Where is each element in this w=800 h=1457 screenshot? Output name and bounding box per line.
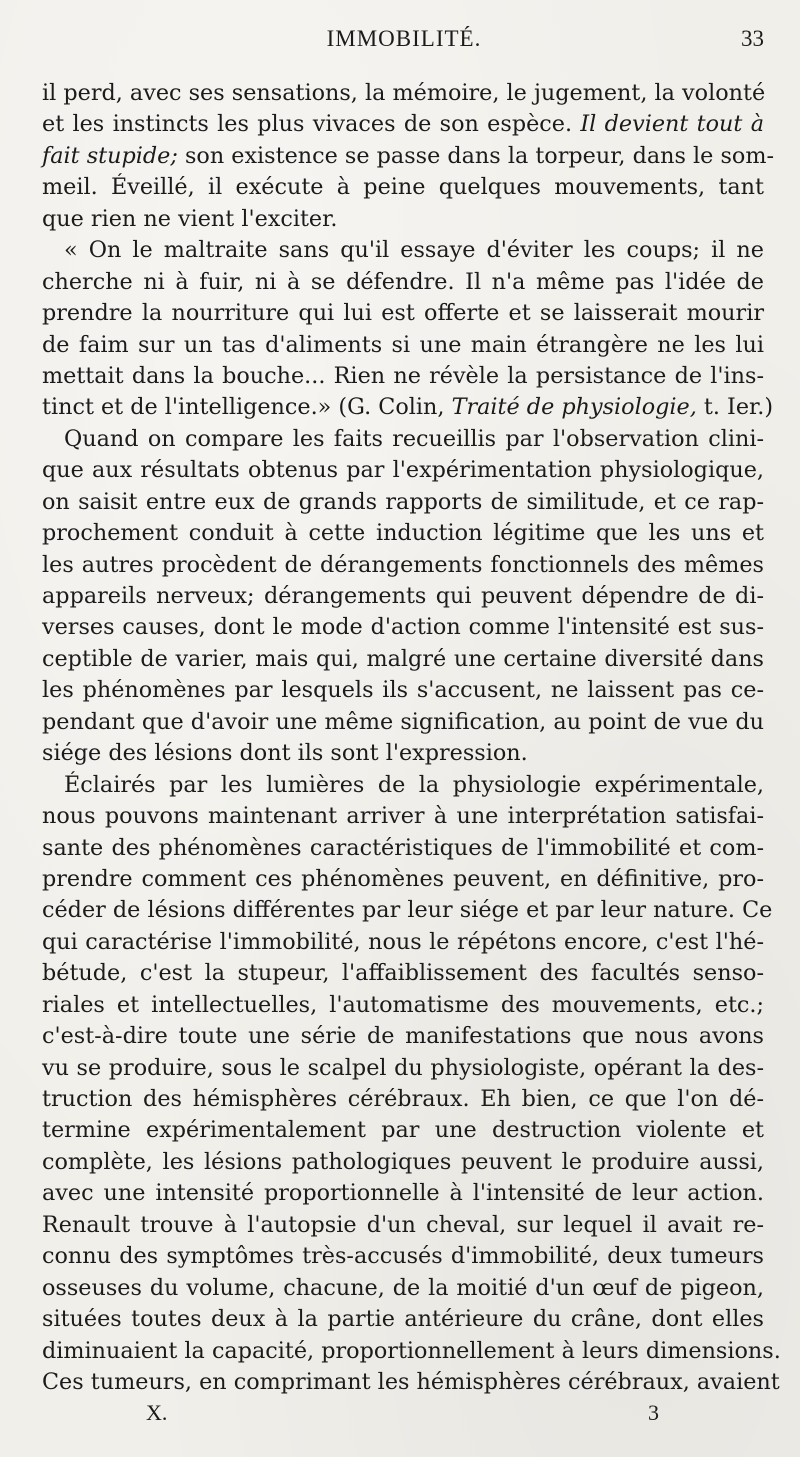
running-head bbox=[44, 26, 764, 66]
text-line: prendre la nourriture qui lui est offerte et se laisserait mourir bbox=[42, 300, 764, 327]
text-line: de faim sur un tas d'aliments si une main étrangère ne les lui bbox=[42, 331, 764, 358]
page-number: 33 bbox=[741, 26, 764, 51]
running-title: IMMOBILITÉ. bbox=[326, 26, 482, 51]
text-line: tinct et de l'intelligence.» (G. Colin, Traité de physiologie, t. Ier.) bbox=[42, 394, 774, 421]
text-line: et les instincts les plus vivaces de son espèce. Il devient tout à bbox=[42, 111, 764, 138]
text-line: céder de lésions différentes par leur siége et par leur nature. Ce bbox=[42, 897, 773, 924]
text-line: ceptible de varier, mais qui, malgré une certaine diversité dans bbox=[42, 645, 764, 672]
text-line: les autres procèdent de dérangements fonctionnels des mêmes bbox=[42, 551, 764, 578]
text-line: sante des phénomènes caractéristiques de l'immobilité et com- bbox=[42, 834, 764, 861]
text-line: appareils nerveux; dérangements qui peuvent dépendre de di- bbox=[42, 583, 764, 609]
text-line: avec une intensité proportionnelle à l'intensité de leur action. bbox=[42, 1180, 764, 1207]
text-line: Quand on compare les faits recueillis par l'observation clini- bbox=[64, 425, 764, 452]
text-line: que rien ne vient l'exciter. bbox=[42, 205, 338, 232]
text-line: meil. Éveillé, il exécute à peine quelques mouvements, tant bbox=[42, 174, 764, 201]
text-line: les phénomènes par lesquels ils s'accusent, ne laissent pas ce- bbox=[42, 677, 764, 704]
text-line: riales et intellectuelles, l'automatisme des mouvements, etc.; bbox=[42, 991, 764, 1018]
body-text bbox=[42, 78, 781, 1398]
text-line: termine expérimentalement par une destruction violente et bbox=[42, 1117, 764, 1144]
text-line: prendre comment ces phénomènes peuvent, en définitive, pro- bbox=[42, 865, 764, 892]
text-line: siége des lésions dont ils sont l'expression. bbox=[42, 740, 528, 767]
text-line: bétude, c'est la stupeur, l'affaiblissement des facultés senso- bbox=[42, 960, 764, 987]
text-line: Renault trouve à l'autopsie d'un cheval, sur lequel il avait re- bbox=[42, 1211, 764, 1238]
text-line: c'est-à-dire toute une série de manifestations que nous avons bbox=[42, 1023, 764, 1050]
text-line: que aux résultats obtenus par l'expérimentation physiologique, bbox=[42, 457, 764, 484]
page-footer bbox=[0, 1396, 800, 1432]
text-line: complète, les lésions pathologiques peuvent le produire aussi, bbox=[42, 1148, 764, 1175]
text-line: osseuses du volume, chacune, de la moitié d'un œuf de pigeon, bbox=[42, 1274, 764, 1301]
text-line: pendant que d'avoir une même signification, au point de vue du bbox=[42, 708, 764, 735]
text-line: qui caractérise l'immobilité, nous le répétons encore, c'est l'hé- bbox=[42, 928, 764, 955]
text-line: truction des hémisphères cérébraux. Eh bien, ce que l'on dé- bbox=[42, 1086, 764, 1112]
signature-number: 3 bbox=[648, 1400, 659, 1425]
text-line: prochement conduit à cette induction légitime que les uns et bbox=[42, 520, 764, 547]
text-line: cherche ni à fuir, ni à se défendre. Il n'a même pas l'idée de bbox=[42, 268, 764, 295]
text-line: Ces tumeurs, en comprimant les hémisphères cérébraux, avaient bbox=[42, 1368, 780, 1395]
text-line: nous pouvons maintenant arriver à une interprétation satisfai- bbox=[42, 803, 764, 830]
text-line: mettait dans la bouche... Rien ne révèle la persistance de l'ins- bbox=[42, 362, 764, 389]
text-line: fait stupide; son existence se passe dans la torpeur, dans le som- bbox=[42, 142, 775, 169]
text-line: il perd, avec ses sensations, la mémoire, le jugement, la volonté bbox=[42, 80, 766, 106]
text-line: « On le maltraite sans qu'il essaye d'éviter les coups; il ne bbox=[64, 237, 764, 264]
signature-mark: X. bbox=[146, 1400, 168, 1425]
text-line: diminuaient la capacité, proportionnellement à leurs dimensions. bbox=[42, 1337, 781, 1364]
text-line: vu se produire, sous le scalpel du physiologiste, opérant la des- bbox=[42, 1054, 764, 1081]
text-line: situées toutes deux à la partie antérieure du crâne, dont elles bbox=[42, 1306, 764, 1333]
text-line: verses causes, dont le mode d'action comme l'intensité est sus- bbox=[42, 614, 764, 641]
text-line: on saisit entre eux de grands rapports de similitude, et ce rap- bbox=[42, 488, 764, 515]
text-line: connu des symptômes très-accusés d'immobilité, deux tumeurs bbox=[42, 1243, 764, 1270]
text-line: Éclairés par les lumières de la physiologie expérimentale, bbox=[64, 771, 764, 798]
